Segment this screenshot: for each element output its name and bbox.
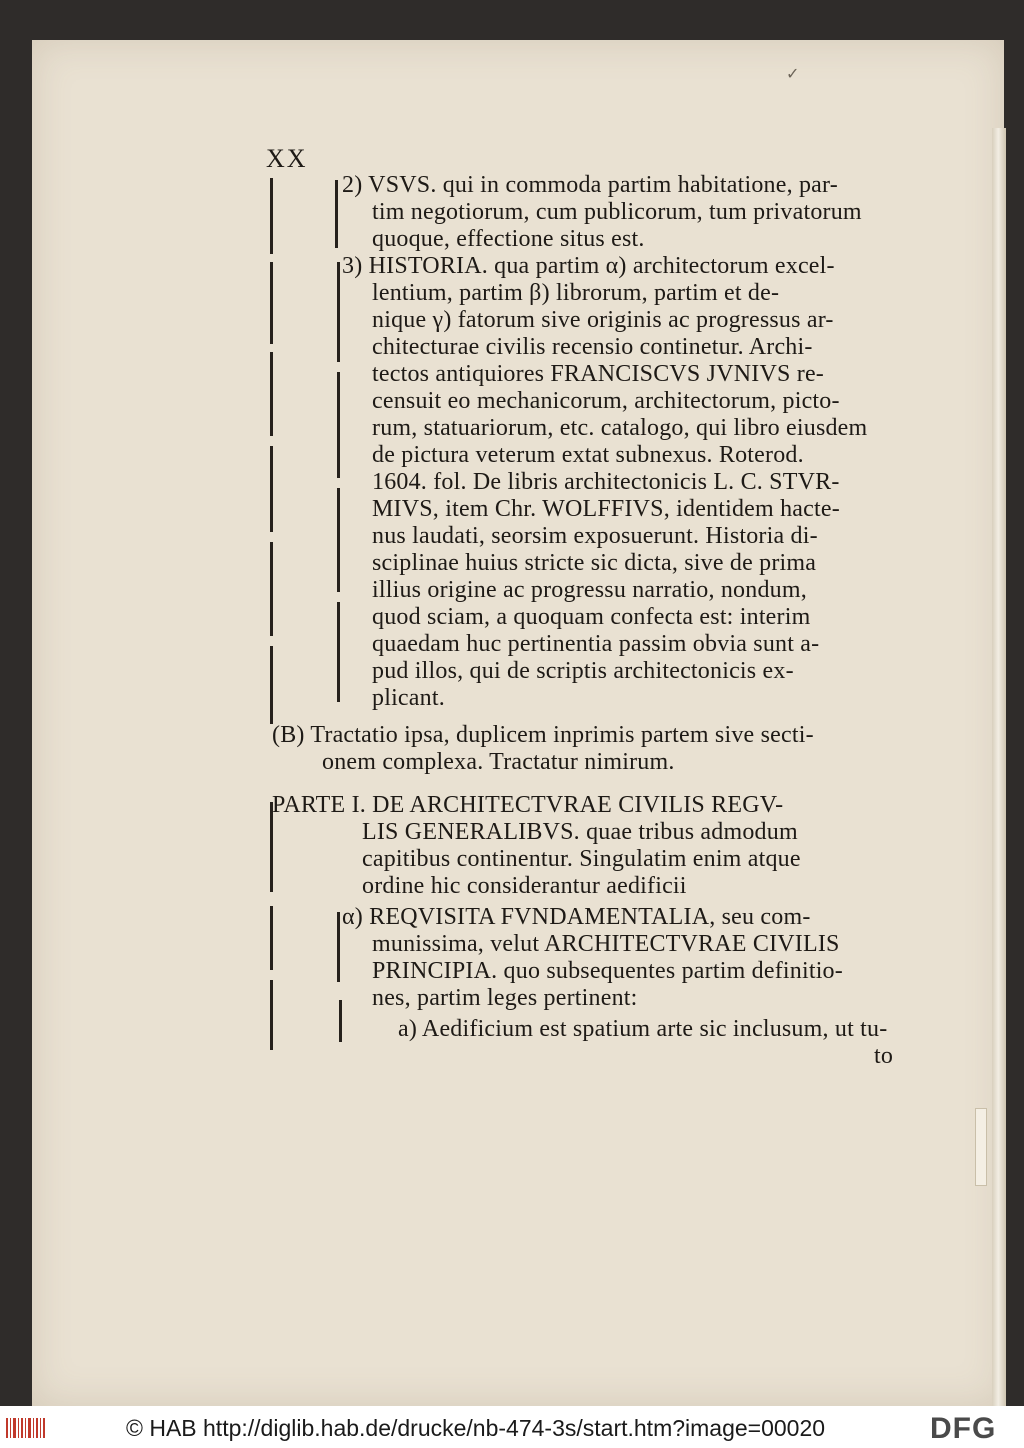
text-line: tectos antiquiores FRANCISCVS JVNIVS re- (372, 361, 824, 387)
page-marker-strip (975, 1108, 987, 1186)
text-line: tim negotiorum, cum publicorum, tum privatorum (372, 199, 862, 225)
bracket-bar-outer-3 (270, 352, 273, 436)
bracket-bar-inner-4 (337, 488, 340, 592)
copyright-url[interactable]: © HAB http://diglib.hab.de/drucke/nb-474-3s/start.htm?image=00020 (126, 1415, 826, 1441)
text-line: chitecturae civilis recensio continetur. Archi- (372, 334, 813, 360)
text-line: plicant. (372, 685, 445, 711)
text-line: pud illos, qui de scriptis architectonicis ex- (372, 658, 794, 684)
page-edge (992, 128, 1006, 1406)
text-line: PARTE I. DE ARCHITECTVRAE CIVILIS REGV- (272, 792, 784, 818)
bracket-bar-inner-1 (335, 180, 338, 248)
bracket-bar-alpha-2 (339, 1000, 342, 1042)
text-line: onem complexa. Tractatur nimirum. (322, 749, 675, 775)
text-line: LIS GENERALIBVS. quae tribus admodum (362, 819, 798, 845)
text-line: PRINCIPIA. quo subsequentes partim definitio- (372, 958, 843, 984)
text-line: lentium, partim β) librorum, partim et de- (372, 280, 780, 306)
text-line: 2) VSVS. qui in commoda partim habitatione, par- (342, 172, 838, 198)
bracket-bar-inner-2 (337, 262, 340, 362)
text-line: rum, statuariorum, etc. catalogo, qui libro eiusdem (372, 415, 868, 441)
text-line: a) Aedificium est spatium arte sic inclusum, ut tu- (398, 1016, 888, 1042)
text-line: 3) HISTORIA. qua partim α) architectorum excel- (342, 253, 835, 279)
bracket-bar-outer-1 (270, 178, 273, 254)
bracket-bar-outer-4 (270, 446, 273, 532)
viewer-footer (0, 1406, 1024, 1448)
text-line: quaedam huc pertinentia passim obvia sunt a- (372, 631, 820, 657)
bracket-bar-outer-5 (270, 542, 273, 636)
text-line: munissima, velut ARCHITECTVRAE CIVILIS (372, 931, 840, 957)
text-line: de pictura veterum extat subnexus. Roterod. (372, 442, 804, 468)
ink-mark: ✓ (786, 64, 800, 83)
text-line: illius origine ac progressu narratio, nondum, (372, 577, 807, 603)
bracket-bar-inner-5 (337, 602, 340, 702)
text-line: (B) Tractatio ipsa, duplicem inprimis partem sive secti- (272, 722, 814, 748)
page-number: XX (266, 144, 308, 173)
text-line: 1604. fol. De libris architectonicis L. C. STVR- (372, 469, 840, 495)
text-line: quod sciam, a quoquam confecta est: interim (372, 604, 811, 630)
text-line: nes, partim leges pertinent: (372, 985, 638, 1011)
bracket-bar-alpha-1 (337, 912, 340, 982)
text-line: ordine hic considerantur aedificii (362, 873, 687, 899)
text-line: to (874, 1043, 894, 1069)
barcode-icon (6, 1416, 46, 1440)
bracket-bar-inner-3 (337, 372, 340, 478)
text-line: capitibus continentur. Singulatim enim atque (362, 846, 801, 872)
text-line: quoque, effectione situs est. (372, 226, 645, 252)
text-line: nique γ) fatorum sive originis ac progressus ar- (372, 307, 834, 333)
bracket-bar-part1-2 (270, 906, 273, 970)
text-line: α) REQVISITA FVNDAMENTALIA, seu com- (342, 904, 811, 930)
text-line: sciplinae huius stricte sic dicta, sive de prima (372, 550, 817, 576)
bracket-bar-outer-2 (270, 262, 273, 344)
bracket-bar-part1-3 (270, 980, 273, 1050)
dfg-logo: DFG (930, 1412, 997, 1445)
bracket-bar-outer-6 (270, 646, 273, 724)
text-line: MIVS, item Chr. WOLFFIVS, identidem hacte- (372, 496, 840, 522)
text-line: nus laudati, seorsim exposuerunt. Historia di- (372, 523, 818, 549)
text-line: censuit eo mechanicorum, architectorum, picto- (372, 388, 840, 414)
